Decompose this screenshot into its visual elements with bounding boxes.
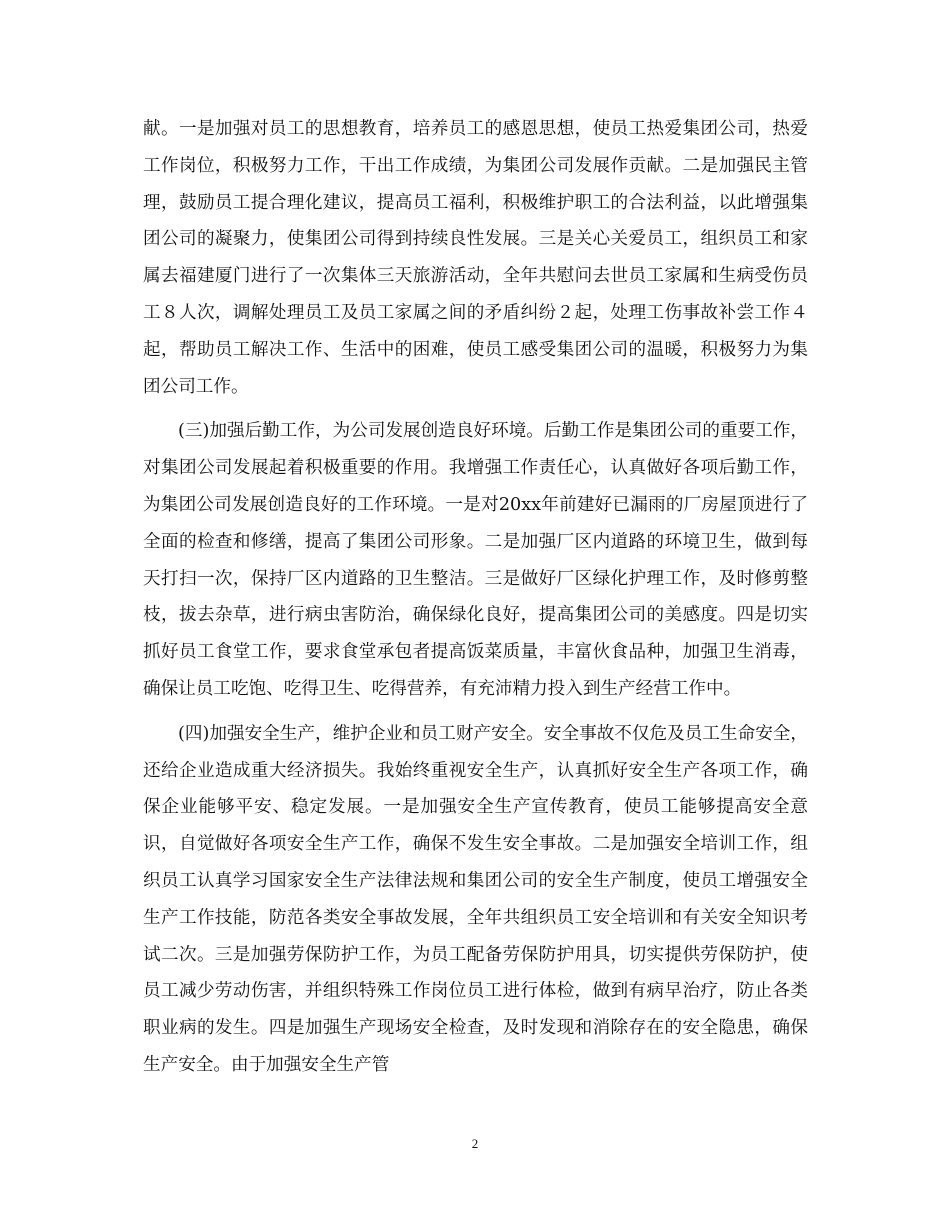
paragraph-employee-care: 献。一是加强对员工的思想教育，培养员工的感恩思想，使员工热爱集团公司，热爱工作岗位，积极努力工作，干出工作成绩，为集团公司发展作贡献。二是加强民主管理，鼓励员工提合理化建议，提高员工福利，积极维护职工的合法利益，以此增强集团公司的凝聚力，使集团公司得到持续良性发展。三是关心关爱员工，组织员工和家属去福建厦门进行了一次集体三天旅游活动，全年共慰问去世员工家属和生病受伤员工８人次，调解处理员工及员工家属之间的矛盾纠纷２起，处理工伤事故补尝工作４起，帮助员工解决工作、生活中的困难，使员工感受集团公司的温暖，积极努力为集团公司工作。: [143, 119, 808, 397]
page-number: 2: [471, 1136, 479, 1151]
paragraph-logistics-work: (三)加强后勤工作，为公司发展创造良好环境。后勤工作是集团公司的重要工作，对集团公司发展起着积极重要的作用。我增强工作责任心，认真做好各项后勤工作，为集团公司发展创造良好的工作环境。一是对20xx年前建好已漏雨的厂房屋顶进行了全面的检查和修缮，提高了集团公司形象。二是加强厂区内道路的环境卫生，做到每天打扫一次，保持厂区内道路的卫生整洁。三是做好厂区绿化护理工作，及时修剪整枝，拔去杂草，进行病虫害防治，确保绿化良好，提高集团公司的美感度。四是切实抓好员工食堂工作，要求食堂承包者提高饭菜质量，丰富伙食品种，加强卫生消毒，确保让员工吃饱、吃得卫生、吃得营养，有充沛精力投入到生产经营工作中。: [143, 421, 808, 699]
document-body: [143, 111, 808, 1084]
paragraph-safety-production: (四)加强安全生产，维护企业和员工财产安全。安全事故不仅危及员工生命安全，还给企业造成重大经济损失。我始终重视安全生产，认真抓好安全生产各项工作，确保企业能够平安、稳定发展。一是加强安全生产宣传教育，使员工能够提高安全意识，自觉做好各项安全生产工作，确保不发生安全事故。二是加强安全培训工作，组织员工认真学习国家安全生产法律法规和集团公司的安全生产制度，使员工增强安全生产工作技能，防范各类安全事故发展，全年共组织员工安全培训和有关安全知识考试二次。三是加强劳保防护工作，为员工配备劳保防护用具，切实提供劳保防护，使员工减少劳动伤害，并组织特殊工作岗位员工进行体检，做到有病早治疗，防止各类职业病的发生。四是加强生产现场安全检查，及时发现和消除存在的安全隐患，确保生产安全。由于加强安全生产管: [143, 723, 808, 1075]
